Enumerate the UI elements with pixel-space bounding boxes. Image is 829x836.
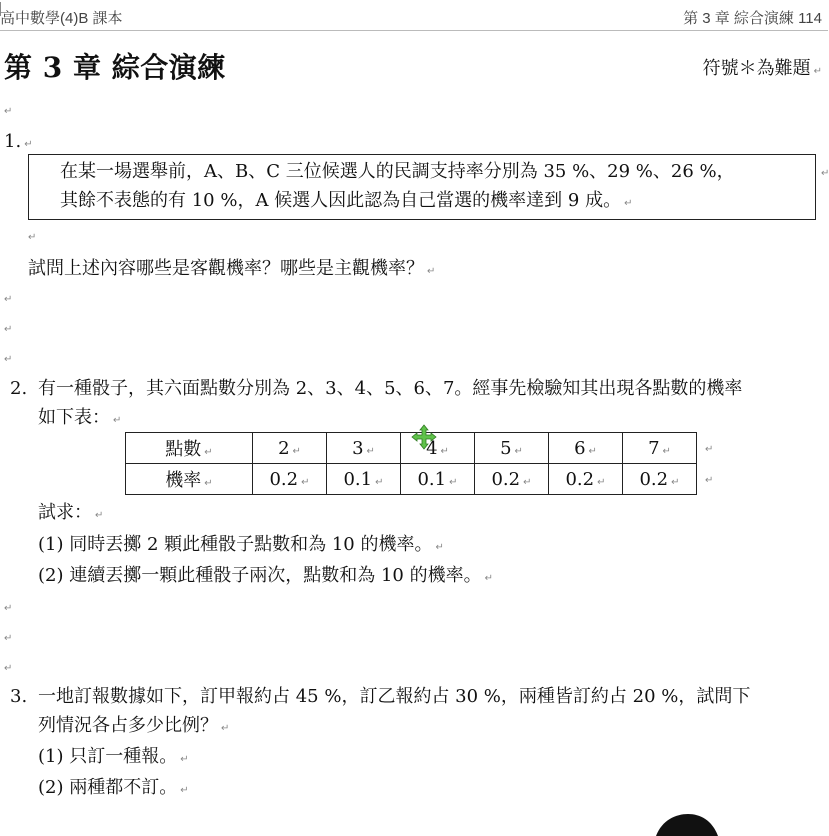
question-3-sub-1: (1) 只訂一種報。 ↵ [38,746,189,767]
question-2-number: 2. [10,378,28,399]
question-1-number: 1. ↵ [4,131,33,152]
move-cursor-icon[interactable] [411,424,437,450]
paragraph-mark: ↵ [4,633,13,644]
paragraph-mark: ↵ [705,444,714,455]
paragraph-mark: ↵ [4,663,13,674]
question-3-sub-2: (2) 兩種都不訂。 ↵ [38,777,189,798]
header-rule [0,30,828,31]
paragraph-mark: ↵ [28,232,37,243]
question-1-prompt: 試問上述內容哪些是客觀機率？哪些是主觀機率？ ↵ [28,258,436,279]
table-cell: 0.2 ↵ [475,464,549,495]
paragraph-mark: ↵ [4,603,13,614]
paragraph-mark: ↵ [821,168,829,179]
question-1-box-line-2: 其餘不表態的有 10 %，A 候選人因此認為自己當選的機率達到 9 成。 ↵ [60,190,633,211]
paragraph-mark: ↵ [4,324,13,335]
paragraph-mark: ↵ [705,475,714,486]
table-cell: 0.1 ↵ [327,464,401,495]
table-cell: 7 ↵ [623,433,697,464]
table-cell: 點數 ↵ [126,433,253,464]
table-cell: 6 ↵ [549,433,623,464]
table-cell: 0.1 ↵ [401,464,475,495]
question-1-box-line-1: 在某一場選舉前，A、B、C 三位候選人的民調支持率分別為 35 %、29 %、26 %， [60,161,735,182]
paragraph-mark: ↵ [4,106,13,117]
drawing-fragment [652,806,722,836]
question-3-line-1: 一地訂報數據如下，訂甲報約占 45 %，訂乙報約占 30 %，兩種皆訂約占 20 %，試問下 [38,686,751,707]
question-2-sub-1: (1) 同時丟擲 2 顆此種骰子點數和為 10 的機率。 ↵ [38,534,444,555]
question-2-line-1: 有一種骰子，其六面點數分別為 2、3、4、5、6、7。經事先檢驗知其出現各點數的機率 [38,378,743,399]
table-cell: 2 ↵ [253,433,327,464]
table-cell: 0.2 ↵ [253,464,327,495]
table-cell: 4 ↵ [401,433,475,464]
difficulty-note: 符號＊為難題 ↵ [702,58,822,79]
header-chapter-page: 第 3 章 綜合演練 114 [683,10,822,27]
question-2-line-2: 如下表： ↵ [38,407,122,428]
table-cell: 0.2 ↵ [623,464,697,495]
table-cell: 5 ↵ [475,433,549,464]
question-3-number: 3. [10,686,28,707]
table-cell: 機率 ↵ [126,464,253,495]
table-cell: 0.2 ↵ [549,464,623,495]
table-cell: 3 ↵ [327,433,401,464]
table-row [126,464,697,495]
paragraph-mark: ↵ [4,294,13,305]
question-2-sub-2: (2) 連續丟擲一顆此種骰子兩次，點數和為 10 的機率。 ↵ [38,565,493,586]
question-3-line-2: 列情況各占多少比例？ ↵ [38,715,230,736]
header-book-title: 高中數學(4)B 課本 [0,10,123,27]
question-2-ask: 試求： ↵ [38,502,104,523]
paragraph-mark: ↵ [4,354,13,365]
chapter-title: 第 3 章 綜合演練 [4,51,226,84]
